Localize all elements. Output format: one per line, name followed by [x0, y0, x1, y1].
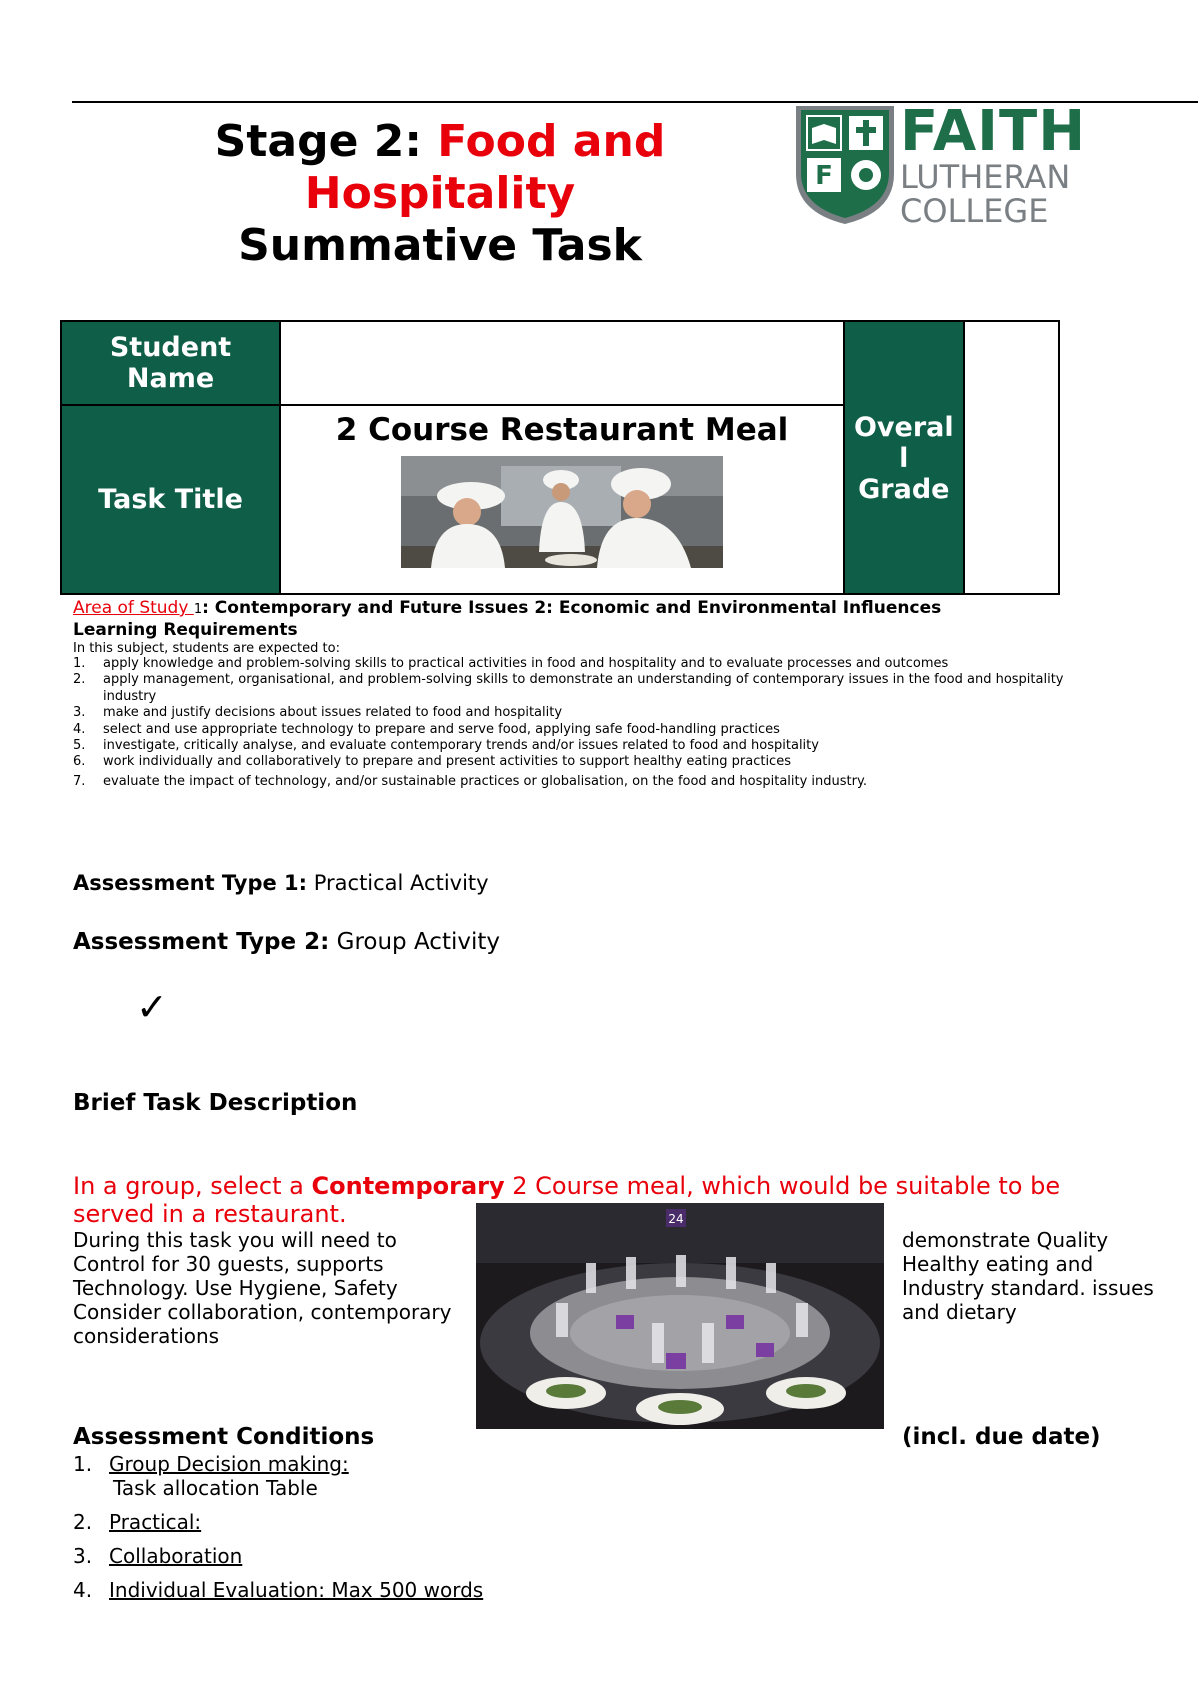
list-item: 1. Group Decision making: Task allocation Table	[73, 1452, 349, 1500]
list-item: 3. Collaboration	[73, 1544, 243, 1568]
list-item: 2. apply management, organisational, and problem-solving skills to demonstrate an understanding of contemporary issues in the food and hospitality industry	[73, 672, 1064, 704]
list-item: 7. evaluate the impact of technology, and/or sustainable practices or globalisation, on the food and hospitality industry.	[73, 773, 867, 789]
learning-requirements-intro: In this subject, students are expected to:	[73, 641, 340, 656]
task-title-cell	[280, 405, 844, 594]
logo-wordmark: FAITH LUTHERAN COLLEGE	[900, 99, 1087, 230]
learning-requirements-list	[73, 656, 1093, 790]
assessment-type-2: Assessment Type 2: Group Activity	[73, 929, 500, 955]
overall-grade-label: Overal l Grade	[844, 321, 964, 594]
learning-requirements-heading: Learning Requirements	[73, 620, 298, 640]
brief-intro: In a group, select a Contemporary 2 Course meal, which would be suitable to be served in a restaurant.	[73, 1172, 1061, 1228]
list-item: 5. investigate, critically analyse, and evaluate contemporary trends and/or issues related to food and hospitality	[73, 738, 819, 754]
area-of-study-text: : Contemporary and Future Issues 2: Economic and Environmental Influences	[202, 598, 942, 618]
task-info-table	[60, 320, 1060, 595]
checkmark-icon: ✓	[136, 985, 168, 1029]
chefs-cooking-image	[401, 456, 723, 568]
conditions-list	[73, 1452, 483, 1602]
brief-heading: Brief Task Description	[73, 1090, 358, 1116]
list-item: 4. select and use appropriate technology to prepare and serve food, applying safe food-handling practices	[73, 721, 780, 737]
due-date-label: (incl. due date)	[902, 1424, 1101, 1450]
assessment-type-1: Assessment Type 1: Practical Activity	[73, 871, 489, 895]
student-name-label: Student Name	[61, 321, 280, 405]
brief-text-left: During this task you will need to Control for 30 guests, supports Technology. Use Hygiene, Safety Consider collaboration, contemporary considerations	[73, 1228, 452, 1348]
list-item: 3. make and justify decisions about issues related to food and hospitality	[73, 705, 563, 721]
svg-text:F: F	[815, 161, 833, 191]
table-number-tag: 24	[668, 1212, 684, 1226]
area-of-study-label[interactable]: Area of Study	[73, 598, 194, 618]
assessment-conditions-heading: Assessment Conditions	[73, 1424, 375, 1450]
page-title: Stage 2: Food and Hospitality Summative Task	[214, 116, 666, 271]
list-item: 1. apply knowledge and problem-solving skills to practical activities in food and hospitality and to evaluate processes and outcomes	[73, 656, 949, 671]
area-of-study: Area of Study 1: Contemporary and Future Issues 2: Economic and Environmental Influences	[73, 598, 942, 618]
list-item: 6. work individually and collaboratively to prepare and present activities to support healthy eating practices	[73, 754, 791, 770]
task-title-value: 2 Course Restaurant Meal	[335, 412, 789, 448]
list-item: 2. Practical:	[73, 1510, 202, 1534]
list-item: 4. Individual Evaluation: Max 500 words	[73, 1578, 484, 1602]
task-title-label: Task Title	[61, 405, 280, 594]
overall-grade-field[interactable]	[964, 321, 1059, 594]
brief-text-right: demonstrate Quality Healthy eating and Industry standard. issues and dietary	[902, 1228, 1154, 1324]
dining-table-image	[476, 1203, 884, 1429]
student-name-field[interactable]	[280, 321, 844, 405]
